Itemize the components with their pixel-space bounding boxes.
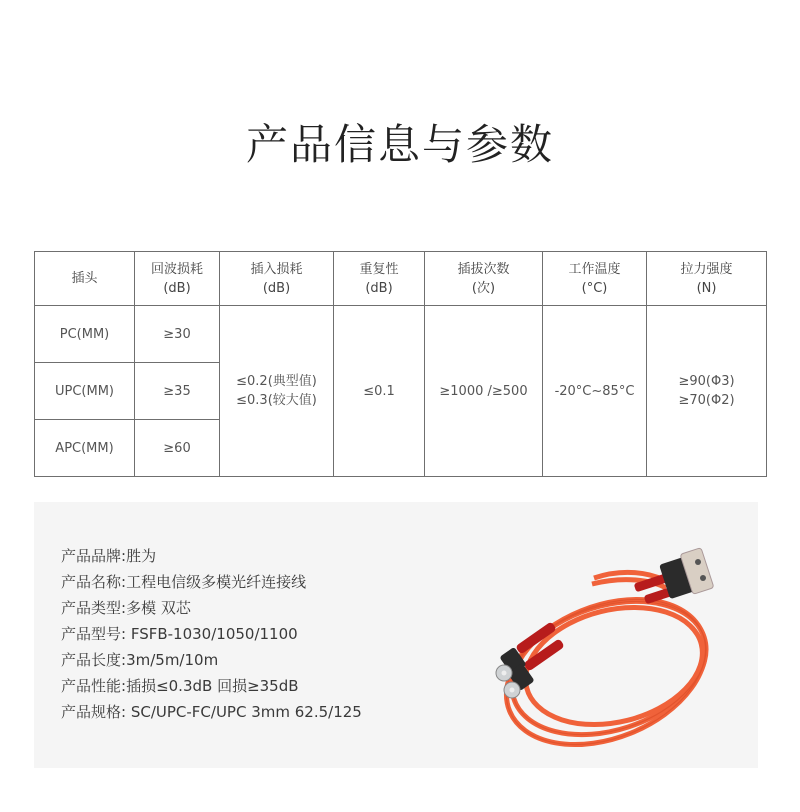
spec-table (34, 251, 767, 477)
fiber-cable-image (474, 538, 719, 753)
info-spec: 产品规格: SC/UPC-FC/UPC 3mm 62.5/125 (61, 703, 362, 721)
tensile-cell: ≥90(Φ3) ≥70(Φ2) (647, 306, 767, 477)
product-info-panel (34, 502, 758, 768)
return-loss-cell: ≥30 (135, 306, 220, 363)
info-name: 产品名称:工程电信级多模光纤连接线 (61, 573, 307, 591)
return-loss-cell: ≥60 (135, 420, 220, 477)
repeatability-cell: ≤0.1 (334, 306, 425, 477)
header-tensile: 拉力强度 (N) (647, 252, 767, 306)
info-performance: 产品性能:插损≤0.3dB 回损≥35dB (61, 677, 299, 695)
insertion-loss-cell: ≤0.2(典型值) ≤0.3(较大值) (220, 306, 334, 477)
header-repeatability: 重复性 (dB) (334, 252, 425, 306)
header-mating-cycles: 插拔次数 (次) (425, 252, 543, 306)
table-header-row (35, 252, 767, 306)
page-title: 产品信息与参数 (245, 120, 554, 169)
info-model: 产品型号: FSFB-1030/1050/1100 (61, 625, 298, 643)
temperature-cell: -20°C~85°C (543, 306, 647, 477)
connector-cell: PC(MM) (35, 306, 135, 363)
connector-cell: APC(MM) (35, 420, 135, 477)
table-row (35, 306, 767, 363)
mating-cycles-cell: ≥1000 /≥500 (425, 306, 543, 477)
product-info-list (61, 543, 362, 725)
return-loss-cell: ≥35 (135, 363, 220, 420)
header-insertion-loss: 插入损耗 (dB) (220, 252, 334, 306)
info-type: 产品类型:多模 双芯 (61, 599, 191, 617)
connector-cell: UPC(MM) (35, 363, 135, 420)
info-length: 产品长度:3m/5m/10m (61, 651, 219, 669)
header-connector: 插头 (35, 252, 135, 306)
header-return-loss: 回波损耗 (dB) (135, 252, 220, 306)
header-temperature: 工作温度 (°C) (543, 252, 647, 306)
info-brand: 产品品牌:胜为 (61, 547, 157, 565)
